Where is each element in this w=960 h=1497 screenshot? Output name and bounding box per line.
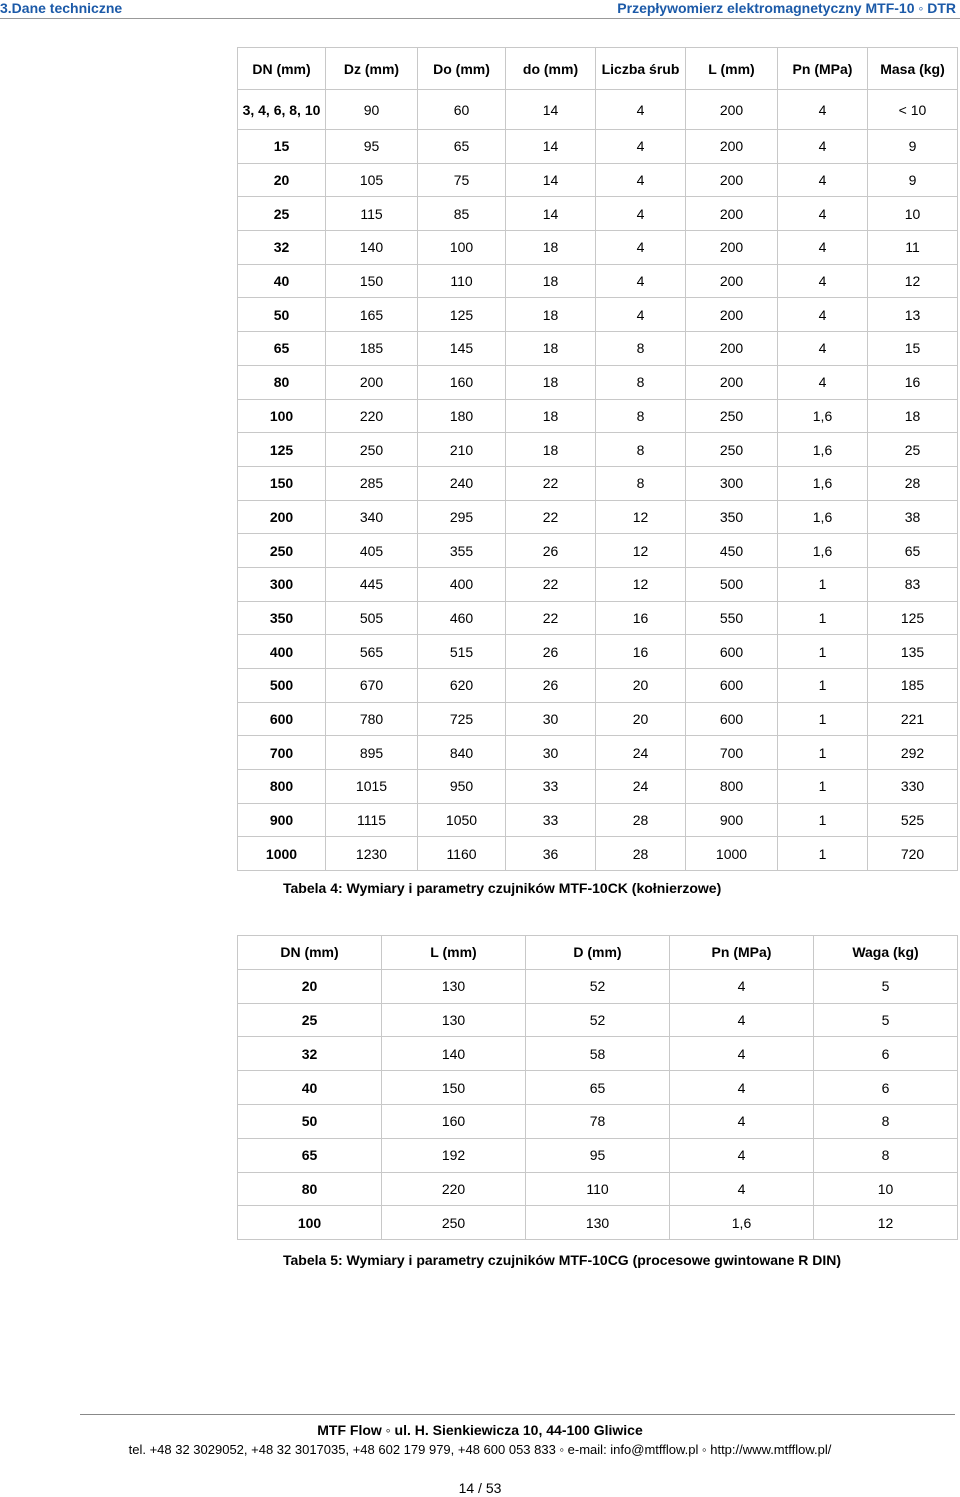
table-cell: 210: [418, 433, 506, 467]
table-cell: 8: [814, 1104, 958, 1138]
table-cell: 165: [326, 298, 418, 332]
dn-cell: 65: [238, 332, 326, 366]
table-cell: 95: [526, 1138, 670, 1172]
dn-cell: 32: [238, 231, 326, 265]
table-cell: 4: [670, 1003, 814, 1037]
table-cell: 565: [326, 635, 418, 669]
table-cell: 26: [506, 669, 596, 703]
table-cell: 18: [506, 365, 596, 399]
table-cell: 620: [418, 669, 506, 703]
table-cell: 60: [418, 90, 506, 130]
table-cell: 20: [596, 669, 686, 703]
table-cell: 450: [686, 534, 778, 568]
dn-cell: 250: [238, 534, 326, 568]
table-cell: 505: [326, 601, 418, 635]
table-cell: 8: [596, 332, 686, 366]
table-5-caption: Tabela 5: Wymiary i parametry czujników MTF-10CG (procesowe gwintowane R DIN): [283, 1252, 842, 1268]
dn-cell: 50: [238, 298, 326, 332]
table-cell: 295: [418, 500, 506, 534]
table-cell: 125: [418, 298, 506, 332]
dn-cell: 500: [238, 669, 326, 703]
table-cell: 12: [596, 534, 686, 568]
table-cell: 16: [596, 601, 686, 635]
table-row: [238, 770, 958, 804]
table-cell: 1,6: [670, 1206, 814, 1240]
table-cell: 250: [326, 433, 418, 467]
table-row: [238, 1104, 958, 1138]
table-cell: 1,6: [778, 399, 868, 433]
table-cell: 405: [326, 534, 418, 568]
table-cell: 180: [418, 399, 506, 433]
table-cell: 18: [506, 298, 596, 332]
table-cell: 4: [596, 197, 686, 231]
table-cell: 15: [868, 332, 958, 366]
table-cell: 8: [596, 466, 686, 500]
table-row: [238, 500, 958, 534]
table-cell: 4: [778, 231, 868, 265]
table-cell: 1,6: [778, 534, 868, 568]
table-cell: 95: [326, 130, 418, 164]
table-cell: 292: [868, 736, 958, 770]
table-cell: 140: [382, 1037, 526, 1071]
table-cell: 14: [506, 197, 596, 231]
table-cell: 8: [596, 433, 686, 467]
table-cell: 14: [506, 90, 596, 130]
table-cell: 1,6: [778, 500, 868, 534]
table-row: [238, 1037, 958, 1071]
table-cell: 135: [868, 635, 958, 669]
table-row: [238, 264, 958, 298]
table-row: [238, 969, 958, 1003]
table-cell: 780: [326, 702, 418, 736]
table-cell: 200: [686, 130, 778, 164]
column-header: DN (mm): [238, 48, 326, 90]
table-cell: 1000: [686, 837, 778, 871]
dn-cell: 100: [238, 1206, 382, 1240]
table-cell: 12: [868, 264, 958, 298]
table-cell: 500: [686, 567, 778, 601]
dn-cell: 600: [238, 702, 326, 736]
table-cell: 445: [326, 567, 418, 601]
table-cell: 221: [868, 702, 958, 736]
table-row: [238, 837, 958, 871]
table-cell: 550: [686, 601, 778, 635]
table-cell: 200: [686, 264, 778, 298]
table-cell: 1: [778, 702, 868, 736]
table-cell: 16: [868, 365, 958, 399]
table-cell: 145: [418, 332, 506, 366]
table-cell: 65: [868, 534, 958, 568]
table-cell: 4: [778, 197, 868, 231]
table-cell: 65: [418, 130, 506, 164]
table-cell: 4: [778, 332, 868, 366]
dn-cell: 900: [238, 803, 326, 837]
table-cell: 4: [670, 1071, 814, 1105]
table-cell: 130: [526, 1206, 670, 1240]
table-cell: 100: [418, 231, 506, 265]
table-cell: 1: [778, 837, 868, 871]
table-4-flanged-sensors: [237, 47, 958, 871]
table-cell: 515: [418, 635, 506, 669]
table-cell: 400: [418, 567, 506, 601]
dn-cell: 50: [238, 1104, 382, 1138]
column-header: do (mm): [506, 48, 596, 90]
table-cell: 725: [418, 702, 506, 736]
dn-cell: 700: [238, 736, 326, 770]
table-cell: 110: [418, 264, 506, 298]
table-cell: 840: [418, 736, 506, 770]
table-cell: 4: [596, 231, 686, 265]
table-cell: 240: [418, 466, 506, 500]
dn-cell: 80: [238, 1172, 382, 1206]
table-cell: 285: [326, 466, 418, 500]
table-cell: 14: [506, 163, 596, 197]
dn-cell: 65: [238, 1138, 382, 1172]
table-cell: 600: [686, 669, 778, 703]
table-cell: 18: [506, 433, 596, 467]
table-cell: 1: [778, 770, 868, 804]
dn-cell: 3, 4, 6, 8, 10: [238, 90, 326, 130]
table-cell: 11: [868, 231, 958, 265]
table-cell: 12: [814, 1206, 958, 1240]
table-cell: 9: [868, 163, 958, 197]
column-header: Pn (MPa): [778, 48, 868, 90]
footer-divider: [80, 1414, 955, 1415]
table-cell: 4: [670, 969, 814, 1003]
dn-cell: 300: [238, 567, 326, 601]
dn-cell: 40: [238, 1071, 382, 1105]
table-row: [238, 365, 958, 399]
table-cell: 1230: [326, 837, 418, 871]
table-cell: 18: [506, 399, 596, 433]
table-cell: 4: [670, 1104, 814, 1138]
table-cell: 4: [778, 298, 868, 332]
section-title: 3.Dane techniczne: [0, 0, 123, 16]
table-cell: 192: [382, 1138, 526, 1172]
table-cell: 83: [868, 567, 958, 601]
table-cell: 4: [596, 264, 686, 298]
table-row: [238, 332, 958, 366]
dn-cell: 25: [238, 197, 326, 231]
table-cell: 24: [596, 770, 686, 804]
dn-cell: 350: [238, 601, 326, 635]
column-header: Liczba śrub: [596, 48, 686, 90]
table-cell: 24: [596, 736, 686, 770]
table-cell: < 10: [868, 90, 958, 130]
table-cell: 130: [382, 1003, 526, 1037]
table-cell: 355: [418, 534, 506, 568]
table-cell: 1: [778, 601, 868, 635]
table-cell: 6: [814, 1037, 958, 1071]
footer-company: MTF Flow ◦ ul. H. Sienkiewicza 10, 44-100 Gliwice: [317, 1422, 643, 1438]
table-cell: 200: [686, 90, 778, 130]
table-cell: 14: [506, 130, 596, 164]
table-cell: 1: [778, 803, 868, 837]
table-cell: 75: [418, 163, 506, 197]
dn-cell: 125: [238, 433, 326, 467]
dn-cell: 800: [238, 770, 326, 804]
table-row: [238, 399, 958, 433]
table-cell: 13: [868, 298, 958, 332]
dn-cell: 15: [238, 130, 326, 164]
table-cell: 5: [814, 969, 958, 1003]
table-row: [238, 298, 958, 332]
table-cell: 8: [596, 399, 686, 433]
table-row: [238, 90, 958, 130]
table-cell: 33: [506, 803, 596, 837]
dn-cell: 20: [238, 163, 326, 197]
table-row: [238, 197, 958, 231]
table-cell: 30: [506, 736, 596, 770]
table-cell: 160: [382, 1104, 526, 1138]
table-cell: 22: [506, 466, 596, 500]
table-cell: 525: [868, 803, 958, 837]
document-title: Przepływomierz elektromagnetyczny MTF-10 ◦ DTR: [617, 0, 956, 16]
table-cell: 22: [506, 500, 596, 534]
table-cell: 200: [686, 231, 778, 265]
table-cell: 350: [686, 500, 778, 534]
table-cell: 1,6: [778, 433, 868, 467]
table-cell: 1: [778, 669, 868, 703]
table-cell: 1: [778, 567, 868, 601]
column-header: Pn (MPa): [670, 936, 814, 970]
table-cell: 130: [382, 969, 526, 1003]
table-cell: 8: [596, 365, 686, 399]
table-row: [238, 231, 958, 265]
footer-contact: tel. +48 32 3029052, +48 32 3017035, +48 602 179 979, +48 600 053 833 ◦ e-mail: info@mtfflow.pl ◦ http://www.mtfflow.pl/: [128, 1442, 832, 1457]
table-cell: 4: [596, 90, 686, 130]
table-cell: 200: [686, 332, 778, 366]
column-header: Masa (kg): [868, 48, 958, 90]
table-header-row: [238, 48, 958, 90]
table-cell: 78: [526, 1104, 670, 1138]
table-cell: 26: [506, 534, 596, 568]
table-cell: 800: [686, 770, 778, 804]
table-cell: 22: [506, 601, 596, 635]
table-cell: 4: [778, 365, 868, 399]
table-cell: 5: [814, 1003, 958, 1037]
table-cell: 4: [670, 1172, 814, 1206]
table-cell: 52: [526, 969, 670, 1003]
table-row: [238, 466, 958, 500]
table-cell: 700: [686, 736, 778, 770]
table-cell: 38: [868, 500, 958, 534]
table-cell: 10: [814, 1172, 958, 1206]
table-cell: 1,6: [778, 466, 868, 500]
table-cell: 4: [596, 163, 686, 197]
page-number: 14 / 53: [458, 1480, 502, 1496]
table-row: [238, 1172, 958, 1206]
table-cell: 65: [526, 1071, 670, 1105]
table-cell: 30: [506, 702, 596, 736]
table-row: [238, 130, 958, 164]
table-cell: 1160: [418, 837, 506, 871]
table-cell: 4: [596, 130, 686, 164]
table-cell: 125: [868, 601, 958, 635]
dn-cell: 25: [238, 1003, 382, 1037]
table-cell: 8: [814, 1138, 958, 1172]
table-cell: 18: [506, 332, 596, 366]
table-cell: 28: [596, 837, 686, 871]
table-cell: 12: [596, 567, 686, 601]
table-cell: 4: [778, 90, 868, 130]
dn-cell: 40: [238, 264, 326, 298]
table-cell: 12: [596, 500, 686, 534]
table-cell: 18: [506, 231, 596, 265]
table-cell: 28: [596, 803, 686, 837]
table-cell: 720: [868, 837, 958, 871]
table-cell: 9: [868, 130, 958, 164]
table-cell: 90: [326, 90, 418, 130]
table-cell: 33: [506, 770, 596, 804]
table-row: [238, 669, 958, 703]
table-cell: 220: [382, 1172, 526, 1206]
table-cell: 330: [868, 770, 958, 804]
table-cell: 25: [868, 433, 958, 467]
table-cell: 950: [418, 770, 506, 804]
table-cell: 22: [506, 567, 596, 601]
table-cell: 115: [326, 197, 418, 231]
table-row: [238, 736, 958, 770]
table-row: [238, 702, 958, 736]
table-cell: 200: [326, 365, 418, 399]
table-cell: 250: [686, 433, 778, 467]
table-cell: 4: [596, 298, 686, 332]
table-cell: 16: [596, 635, 686, 669]
table-row: [238, 163, 958, 197]
column-header: L (mm): [382, 936, 526, 970]
table-cell: 52: [526, 1003, 670, 1037]
table-cell: 4: [670, 1138, 814, 1172]
table-cell: 6: [814, 1071, 958, 1105]
table-header-row: [238, 936, 958, 970]
table-row: [238, 635, 958, 669]
column-header: D (mm): [526, 936, 670, 970]
table-cell: 85: [418, 197, 506, 231]
table-row: [238, 1003, 958, 1037]
table-cell: 26: [506, 635, 596, 669]
dn-cell: 100: [238, 399, 326, 433]
table-cell: 4: [670, 1037, 814, 1071]
table-4-caption: Tabela 4: Wymiary i parametry czujników MTF-10CK (kołnierzowe): [283, 880, 722, 896]
dn-cell: 20: [238, 969, 382, 1003]
table-row: [238, 433, 958, 467]
table-cell: 600: [686, 702, 778, 736]
table-cell: 18: [868, 399, 958, 433]
table-cell: 20: [596, 702, 686, 736]
dn-cell: 200: [238, 500, 326, 534]
table-cell: 4: [778, 264, 868, 298]
table-cell: 1115: [326, 803, 418, 837]
column-header: Waga (kg): [814, 936, 958, 970]
table-row: [238, 803, 958, 837]
table-cell: 300: [686, 466, 778, 500]
column-header: Dz (mm): [326, 48, 418, 90]
table-cell: 1015: [326, 770, 418, 804]
column-header: L (mm): [686, 48, 778, 90]
table-cell: 18: [506, 264, 596, 298]
table-cell: 28: [868, 466, 958, 500]
table-cell: 185: [868, 669, 958, 703]
table-row: [238, 534, 958, 568]
table-5-threaded-sensors: [237, 935, 958, 1240]
dn-cell: 1000: [238, 837, 326, 871]
dn-cell: 32: [238, 1037, 382, 1071]
table-cell: 4: [778, 163, 868, 197]
table-cell: 600: [686, 635, 778, 669]
table-cell: 200: [686, 163, 778, 197]
table-cell: 185: [326, 332, 418, 366]
table-row: [238, 567, 958, 601]
table-cell: 1050: [418, 803, 506, 837]
dn-cell: 150: [238, 466, 326, 500]
table-cell: 250: [686, 399, 778, 433]
table-row: [238, 1071, 958, 1105]
table-cell: 4: [778, 130, 868, 164]
column-header: DN (mm): [238, 936, 382, 970]
table-cell: 460: [418, 601, 506, 635]
header-divider: [0, 18, 960, 19]
table-cell: 340: [326, 500, 418, 534]
table-cell: 160: [418, 365, 506, 399]
table-cell: 670: [326, 669, 418, 703]
table-cell: 250: [382, 1206, 526, 1240]
table-row: [238, 1138, 958, 1172]
table-row: [238, 601, 958, 635]
table-cell: 1: [778, 736, 868, 770]
table-cell: 150: [382, 1071, 526, 1105]
table-cell: 1: [778, 635, 868, 669]
table-cell: 200: [686, 298, 778, 332]
dn-cell: 400: [238, 635, 326, 669]
table-cell: 220: [326, 399, 418, 433]
table-cell: 140: [326, 231, 418, 265]
table-cell: 58: [526, 1037, 670, 1071]
table-row: [238, 1206, 958, 1240]
column-header: Do (mm): [418, 48, 506, 90]
table-cell: 200: [686, 365, 778, 399]
table-cell: 10: [868, 197, 958, 231]
table-cell: 150: [326, 264, 418, 298]
table-cell: 105: [326, 163, 418, 197]
table-cell: 900: [686, 803, 778, 837]
table-cell: 200: [686, 197, 778, 231]
table-cell: 36: [506, 837, 596, 871]
dn-cell: 80: [238, 365, 326, 399]
table-cell: 895: [326, 736, 418, 770]
table-cell: 110: [526, 1172, 670, 1206]
